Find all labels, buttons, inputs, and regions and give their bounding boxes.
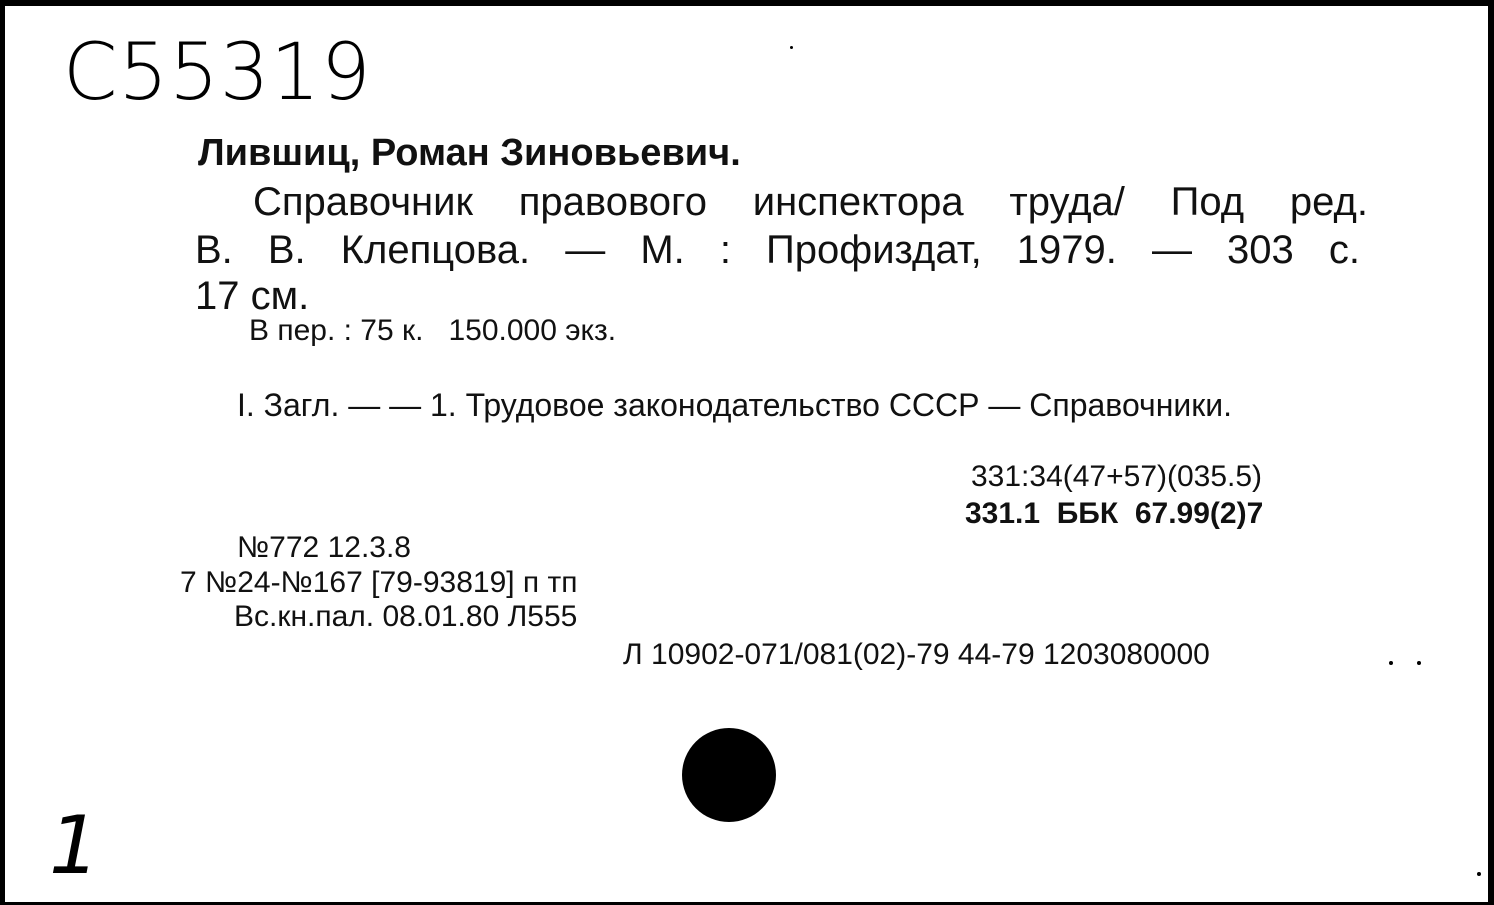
bbk-index: 331.1 ББК 67.99(2)7: [965, 497, 1264, 530]
series-line: 7 №24-№167 [79-93819] п тп: [180, 566, 578, 599]
punch-hole: [682, 728, 776, 822]
udc-index: 331:34(47+57)(035.5): [971, 460, 1263, 493]
title-line-3: 17 см.: [195, 274, 310, 318]
speck: [790, 46, 793, 49]
title-line-2: В. В. Клепцова. — М. : Профиздат, 1979. — 303 с.: [195, 228, 1360, 272]
speck: [1417, 661, 1421, 665]
tracings: I. Загл. — — 1. Трудовое законодательство СССР — Справочники.: [237, 387, 1233, 423]
title-line-1: Справочник правового инспектора труда/ Под ред.: [253, 180, 1368, 224]
price-line: В пер. : 75 к. 150.000 экз.: [249, 314, 617, 347]
card-number: 1: [49, 799, 100, 892]
speck: [1389, 661, 1393, 665]
speck: [1477, 872, 1481, 876]
publisher-code-line: Л 10902-071/081(02)-79 44-79 1203080000: [623, 638, 1210, 671]
author-heading: Лившиц, Роман Зиновьевич.: [198, 132, 741, 174]
order-line: №772 12.3.8: [237, 531, 411, 564]
book-chamber-line: Вс.кн.пал. 08.01.80 Л555: [234, 600, 578, 633]
call-number: С55319: [63, 28, 372, 118]
